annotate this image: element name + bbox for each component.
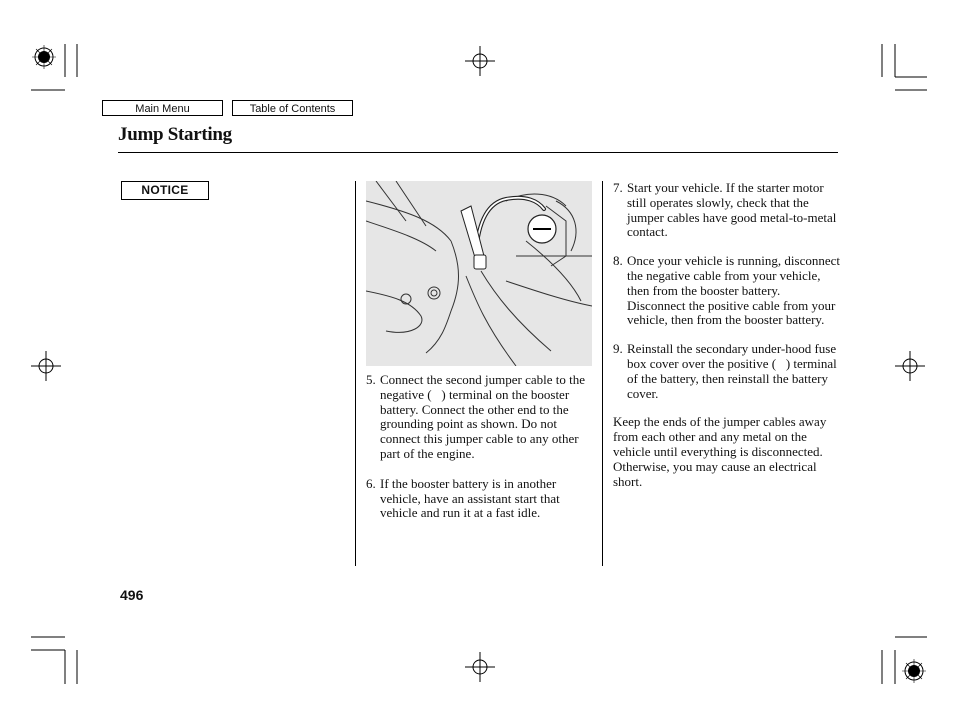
table-of-contents-button[interactable]: Table of Contents [232, 100, 353, 116]
step-7 [613, 181, 841, 240]
title-rule [118, 152, 838, 153]
page-title: Jump Starting [118, 124, 232, 145]
step-text: If the booster battery is in another vehicle, have an assistant start that vehicle and run it at a fast idle. [380, 475, 560, 521]
jumper-cable-illustration [366, 181, 592, 366]
step-number: 5. [366, 372, 376, 387]
step-number: 8. [613, 253, 623, 269]
page-number: 496 [120, 587, 144, 603]
crosshair-left-icon [31, 351, 61, 381]
step-text: Connect the second jumper cable to the negative ( ) terminal on the booster battery. Connect the other end to the grounding point as shown. Do not connect this jumper cable to any other part of the engine. [380, 372, 586, 461]
notice-badge: NOTICE [121, 181, 209, 200]
step-9 [613, 342, 841, 401]
step-number: 9. [613, 341, 623, 357]
step-8 [613, 254, 841, 328]
step-number: 6. [366, 475, 376, 491]
middle-column [366, 373, 596, 521]
crop-mark-top-right [882, 44, 927, 90]
step-6 [366, 477, 596, 521]
registration-target-icon [32, 45, 56, 69]
step-number: 7. [613, 180, 623, 195]
main-menu-button[interactable]: Main Menu [102, 100, 223, 116]
step-text: Reinstall the secondary under-hood fuse box cover over the positive ( ) terminal of the battery, then reinstall the battery cover. [627, 341, 837, 401]
engine-bay-drawing [366, 181, 592, 366]
registration-target-bottom-icon [902, 659, 926, 683]
crosshair-right-icon [895, 351, 925, 381]
negative-terminal-icon [528, 215, 556, 243]
crosshair-icon [465, 46, 495, 76]
right-column [613, 181, 841, 489]
column-divider-right [602, 181, 603, 566]
step-text: Start your vehicle. If the starter motor still operates slowly, check that the jumper cables have good metal-to-metal contact. [627, 180, 837, 240]
crosshair-bottom-icon [465, 652, 495, 682]
column-divider-left [355, 181, 356, 566]
closing-paragraph: Keep the ends of the jumper cables away from each other and any metal on the vehicle until everything is disconnected. Otherwise, you may cause an electrical short. [613, 414, 827, 489]
step-5 [366, 373, 596, 462]
step-text: Once your vehicle is running, disconnect the negative cable from your vehicle, then from the booster battery. Disconnect the positive cable from your vehicle, then from the booster battery. [627, 253, 840, 328]
crop-mark-bottom-left [31, 637, 77, 684]
